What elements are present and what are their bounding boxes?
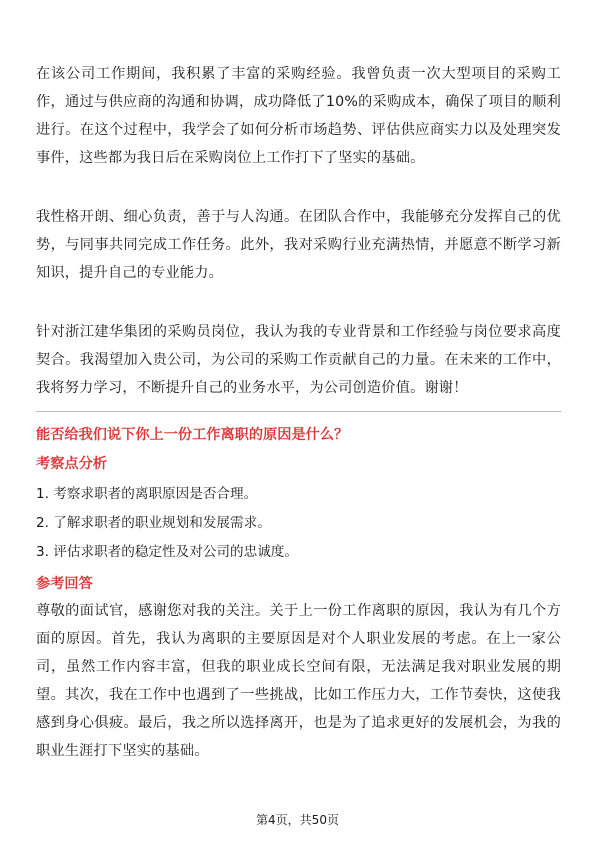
analysis-item: 2. 了解求职者的职业规划和发展需求。 <box>36 515 271 531</box>
answer-heading: 参考回答 <box>36 576 93 592</box>
body-paragraph: 在该公司工作期间，我积累了丰富的采购经验。我曾负责一次大型项目的采购工作，通过与供应商的沟通和协调，成功降低了10%的采购成本，确保了项目的顺利进行。在这个过程中，我学会了如何分析市场趋势、评估供应商实力以及处理突发事件，这些都为我日后在采购岗位上工作打下了坚实的基础。 <box>36 66 561 166</box>
body-paragraph: 针对浙江建华集团的采购员岗位，我认为我的专业背景和工作经验与岗位要求高度契合。我渴望加入贵公司，为公司的采购工作贡献自己的力量。在未来的工作中，我将努力学习，不断提升自己的业务水平，为公司创造价值。谢谢！ <box>36 324 561 396</box>
body-paragraph: 我性格开朗、细心负责，善于与人沟通。在团队合作中，我能够充分发挥自己的优势，与同事共同完成工作任务。此外，我对采购行业充满热情，并愿意不断学习新知识，提升自己的专业能力。 <box>36 209 561 281</box>
answer-paragraph: 尊敬的面试官，感谢您对我的关注。关于上一份工作离职的原因，我认为有几个方面的原因。首先，我认为离职的主要原因是对个人职业发展的考虑。在上一家公司，虽然工作内容丰富，但我的职业成长空间有限，无法满足我对职业发展的期望。其次，我在工作中也遇到了一些挑战，比如工作压力大，工作节奏快，这使我感到身心俱疲。最后，我之所以选择离开，也是为了追求更好的发展机会，为我的职业生涯打下坚实的基础。 <box>36 603 561 759</box>
interview-question: 能否给我们说下你上一份工作离职的原因是什么？ <box>36 427 349 443</box>
analysis-item: 3. 评估求职者的稳定性及对公司的忠诚度。 <box>36 544 298 560</box>
section-divider <box>36 411 561 412</box>
analysis-heading: 考察点分析 <box>36 456 107 472</box>
page-number: 第4页，共50页 <box>256 813 339 827</box>
analysis-item: 1. 考察求职者的离职原因是否合理。 <box>36 486 258 502</box>
